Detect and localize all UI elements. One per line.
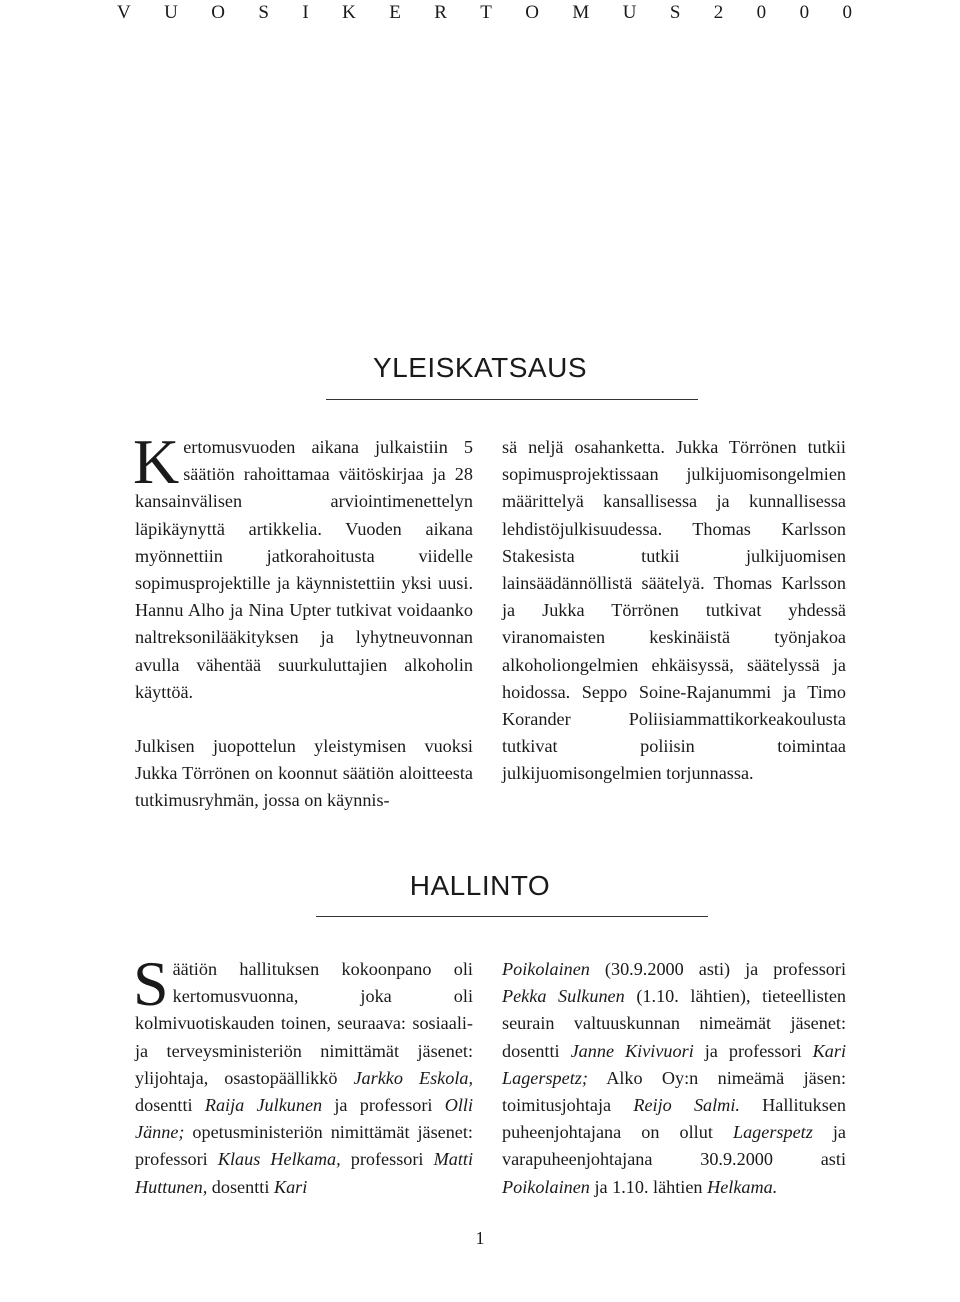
person-name: Kari xyxy=(273,1176,308,1197)
running-head-letter: U xyxy=(164,2,178,23)
text-run: dosentti xyxy=(207,1176,274,1197)
person-name: Matti Huttunen, xyxy=(135,1149,474,1197)
text-run: (30.9.2000 asti) ja professori xyxy=(589,959,846,979)
running-head-letter: S xyxy=(669,2,681,23)
dropcap-k: K xyxy=(133,426,180,497)
running-head xyxy=(117,2,852,24)
text-run: ja 1.10. lähtien xyxy=(589,1176,708,1197)
page-number: 1 xyxy=(475,1228,485,1248)
text-run: ja varapuheenjohtajana 30.9.2000 asti xyxy=(502,1122,846,1170)
person-name: Lagerspetz xyxy=(732,1122,813,1143)
running-head-letter: O xyxy=(211,2,225,23)
text-run: (1.10. lähtien), tieteellisten seurain valtuuskunnan nimeämät jäsenet: dosentti xyxy=(502,986,846,1061)
dropcap-s: S xyxy=(133,948,169,1019)
running-head-letter: V xyxy=(117,2,131,23)
person-name: Helkama. xyxy=(707,1176,778,1197)
running-head-letter: 0 xyxy=(799,2,810,23)
text-run: ja professori xyxy=(693,1040,813,1061)
person-name: Jarkko Eskola, xyxy=(353,1067,474,1088)
hallinto-right-column xyxy=(502,956,846,1201)
hallinto-paragraph-1-cont xyxy=(502,956,846,1201)
yleiskatsaus-paragraph-2: Julkisen juopottelun yleistymisen vuoksi Jukka Törrönen on koonnut säätiön aloitteesta tutkimusryhmän, jossa on käynnis- xyxy=(135,736,473,811)
running-head-letter: R xyxy=(434,2,447,23)
person-name: Kari Lagerspetz; xyxy=(502,1040,846,1088)
running-head-letter: S xyxy=(258,2,269,23)
running-head-letter: 2 xyxy=(713,2,724,23)
running-head-letter: 0 xyxy=(842,2,852,23)
text-run: Hallituksen puheenjohtajana on ollut xyxy=(502,1095,846,1143)
yleiskatsaus-left-column xyxy=(133,426,473,815)
text-run: äätiön hallituksen kokoonpano oli kertomusvuonna, joka oli kolmivuotiskauden toinen, seuraava: sosiaali- ja terveysministeriön nimittämät jäsenet: ylijohtaja, osastopäällikkö xyxy=(135,959,473,1088)
person-name: Reijo Salmi. xyxy=(633,1095,740,1116)
hallinto-paragraph-1 xyxy=(133,948,474,1201)
person-name: Janne Kivivuori xyxy=(570,1040,694,1061)
running-head-letter: O xyxy=(525,2,539,23)
section-rule-yleiskatsaus xyxy=(326,399,698,400)
text-run: opetusministeriön nimittämät jäsenet: professori xyxy=(135,1122,473,1170)
hallinto-left-column xyxy=(133,948,474,1201)
yleiskatsaus-paragraph-1 xyxy=(133,426,473,706)
person-name: Pekka Sulkunen xyxy=(502,986,625,1007)
section-title-yleiskatsaus: YLEISKATSAUS xyxy=(372,352,587,383)
text-run: professori xyxy=(340,1149,434,1170)
person-name: Raija Julkunen xyxy=(204,1095,323,1116)
running-head-letter: K xyxy=(342,2,356,23)
person-name: Poikolainen xyxy=(502,1176,590,1197)
section-rule-hallinto xyxy=(316,916,708,917)
yleiskatsaus-p1-text: ertomusvuoden aikana julkaistiin 5 säätiön rahoittamaa väitöskirjaa ja 28 kansainvälisen arviointimenettelyn läpikäynyttä artikkelia. Vuoden aikana myönnettiin jatkorahoitusta viidelle sopimusprojektille ja käynnistettiin yksi uusi. Hannu Alho ja Nina Upter tutkivat voidaanko naltreksonilääkityksen ja lyhytneuvonnan avulla vähentää suurkuluttajien alkoholin käyttöä. xyxy=(135,437,473,702)
running-head-letter: I xyxy=(302,2,309,23)
person-name: Poikolainen xyxy=(502,959,590,979)
section-title-hallinto: HALLINTO xyxy=(409,870,551,901)
text-run: ja professori xyxy=(322,1095,445,1116)
running-head-letter: U xyxy=(622,2,637,23)
person-name: Klaus Helkama, xyxy=(217,1149,341,1170)
running-head-letter: T xyxy=(480,2,492,23)
running-head-letter: E xyxy=(389,2,401,23)
text-run: Alko Oy:n nimeämä jäsen: toimitusjohtaja xyxy=(502,1067,846,1116)
running-head-letter: M xyxy=(572,2,590,23)
person-name: Olli Jänne; xyxy=(135,1095,474,1143)
running-head-letter: 0 xyxy=(756,2,767,23)
yleiskatsaus-right-column xyxy=(502,434,846,788)
yleiskatsaus-paragraph-2-cont: sä neljä osahanketta. Jukka Törrönen tutkii sopimusprojektissaan julkijuomisongelmien määrittelyä kansallisessa ja kunnallisessa lehdistöjulkisuudessa. Thomas Karlsson Stakesista tutkii julkijuomisen lainsäädännöllistä säätelyä. Thomas Karlsson ja Jukka Törrönen tutkivat yhdessä viranomaisten keskinäistä työnjakoa alkoholiongelmien ehkäisyssä, säätelyssä ja hoidossa. Seppo Soine-Rajanummi ja Timo Korander Poliisiammattikorkeakoulusta tutkivat poliisin toimintaa julkijuomisongelmien torjunnassa. xyxy=(502,437,846,784)
text-run: dosentti xyxy=(135,1095,205,1116)
